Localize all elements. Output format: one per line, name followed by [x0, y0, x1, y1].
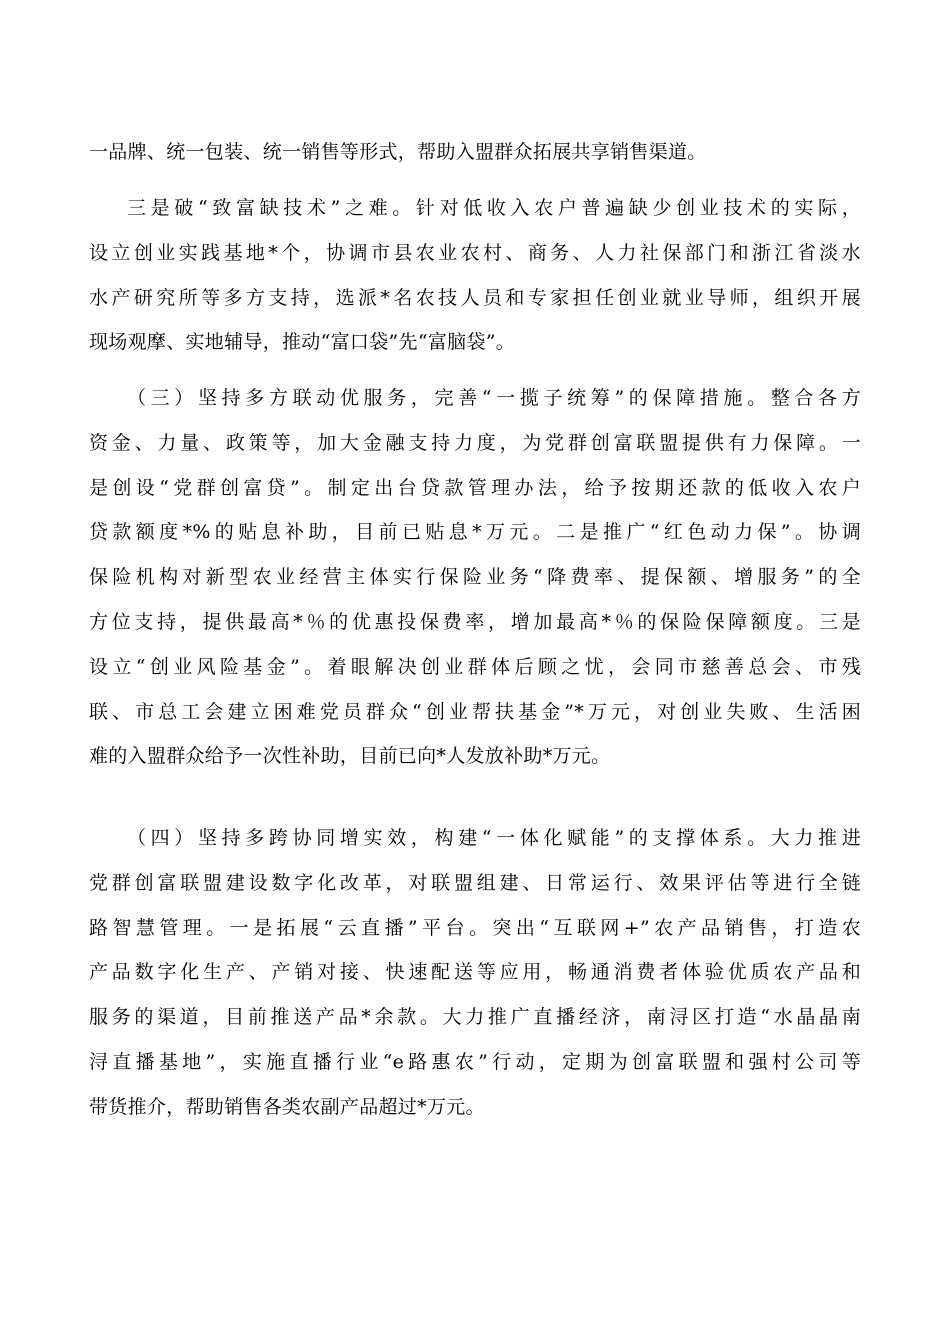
paragraph-section-four	[89, 816, 861, 1130]
text-line: 带货推介，帮助销售各类农副产品超过*万元。	[89, 1095, 485, 1118]
text-line: 难的入盟群众给予一次性补助，目前已向*人发放补助*万元。	[89, 745, 611, 768]
paragraph-section-three	[89, 376, 861, 779]
text-line: 三是破“致富缺技术”之难。针对低收入农户普遍缺少创业技术的实际，	[127, 197, 861, 219]
text-line: 产品数字化生产、产销对接、快速配送等应用，畅通消费者体验优质农产品和	[89, 961, 861, 984]
text-line: 水产研究所等多方支持，选派*名农技人员和专家担任创业就业导师，组织开展	[89, 286, 861, 309]
text-line: 是创设“党群创富贷”。制定出台贷款管理办法，给予按期还款的低收入农户	[89, 476, 861, 499]
text-line: 现场观摩、实地辅导，推动“富口袋”先“富脑袋”。	[89, 331, 516, 354]
text-line: 浔直播基地”，实施直播行业“e路惠农”行动，定期为创富联盟和强村公司等	[89, 1050, 861, 1073]
text-line: 设立“创业风险基金”。着眼解决创业群体后顾之忧，会同市慈善总会、市残	[89, 655, 861, 678]
text-line: 保险机构对新型农业经营主体实行保险业务“降费率、提保额、增服务”的全	[89, 566, 861, 589]
text-line: 联、市总工会建立困难党员群众“创业帮扶基金”*万元，对创业失败、生活困	[89, 700, 861, 723]
text-line: 资金、力量、政策等，加大金融支持力度，为党群创富联盟提供有力保障。一	[89, 431, 861, 454]
text-line: 服务的渠道，目前推送产品*余款。大力推广直播经济，南浔区打造“水晶晶南	[89, 1006, 861, 1029]
paragraph-continuation	[89, 130, 861, 175]
text-line: 方位支持，提供最高*％的优惠投保费率，增加最高*％的保险保障额度。三是	[89, 610, 861, 633]
text-line: 设立创业实践基地*个，协调市县农业农村、商务、人力社保部门和浙江省淡水	[89, 241, 861, 264]
text-line: 贷款额度*%的贴息补助，目前已贴息*万元。二是推广“红色动力保”。协调	[89, 521, 861, 544]
paragraph-technique	[89, 186, 861, 365]
text-line: （四）坚持多跨协同增实效，构建“一体化赋能”的支撑体系。大力推进	[127, 827, 861, 849]
text-line: 一品牌、统一包装、统一销售等形式，帮助入盟群众拓展共享销售渠道。	[89, 141, 707, 163]
text-line: 党群创富联盟建设数字化改革，对联盟组建、日常运行、效果评估等进行全链	[89, 871, 861, 894]
text-line: （三）坚持多方联动优服务，完善“一揽子统筹”的保障措施。整合各方	[127, 387, 861, 409]
text-line: 路智慧管理。一是拓展“云直播”平台。突出“互联网+”农产品销售，打造农	[89, 916, 861, 939]
